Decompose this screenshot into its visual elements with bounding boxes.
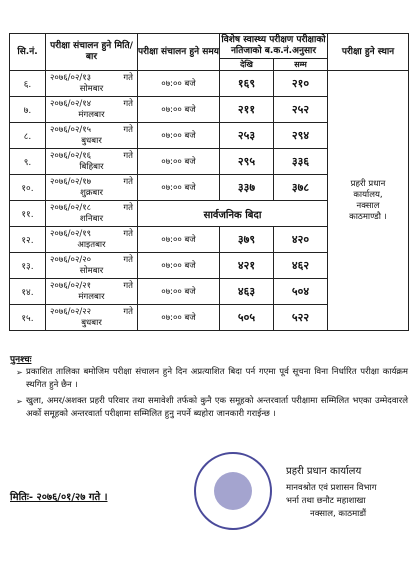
row-to: २१० <box>274 71 328 97</box>
row-date-gate: गते <box>123 176 133 187</box>
header-to: सम्म <box>274 59 328 71</box>
header-sn: सि.नं. <box>10 34 46 71</box>
row-time: ०७:०० बजे <box>138 123 220 149</box>
row-sn: १५. <box>10 305 46 331</box>
row-to: ३३६ <box>274 149 328 175</box>
row-date <box>46 227 138 253</box>
row-sn: ९. <box>10 149 46 175</box>
place-line: काठमाण्डौ । <box>349 211 387 222</box>
bullet-icon: ➢ <box>16 397 23 406</box>
row-to: २५२ <box>274 97 328 123</box>
row-date-value: २०७६/०२/२२ <box>50 306 92 317</box>
row-day: मंगलबार <box>78 291 105 302</box>
row-from: ४२१ <box>220 253 274 279</box>
row-date-gate: गते <box>123 124 133 135</box>
row-date-gate: गते <box>123 306 133 317</box>
place-line: नक्साल <box>356 200 380 211</box>
seal-emblem <box>214 472 252 510</box>
row-date <box>46 123 138 149</box>
row-day: शुक्रबार <box>80 187 103 198</box>
exam-place <box>328 71 409 331</box>
row-to: ४२० <box>274 227 328 253</box>
row-date <box>46 175 138 201</box>
issue-date: मितिः- २०७६/०१/२७ गते । <box>10 492 108 503</box>
row-date <box>46 149 138 175</box>
place-line: प्रहरी प्रधान <box>350 178 386 189</box>
row-date-value: २०७६/०२/१४ <box>50 98 92 109</box>
row-date-value: २०७६/०२/१५ <box>50 124 92 135</box>
row-date-gate: गते <box>123 98 133 109</box>
row-time: ०७:०० बजे <box>138 279 220 305</box>
row-from: २११ <box>220 97 274 123</box>
row-sn: १०. <box>10 175 46 201</box>
row-time: ०७:०० बजे <box>138 227 220 253</box>
schedule-table <box>9 33 409 331</box>
office-division: भर्ना तथा छनौट महाशाखा <box>286 496 366 506</box>
row-sn: ७. <box>10 97 46 123</box>
note-text: खुला, अमर/अशक्त प्रहरी परिवार तथा समावेशी तर्फको कुनै एक समूहको अन्तरवार्ता परीक्षामा सम्मिलित भएका उम्मेदवारले अर्को समूहको अन्तरवार्ता परीक्षामा सम्मिलित हुनु नपर्ने ब्यहोरा जानकारी गराईन्छ । <box>26 396 408 419</box>
row-from: ३७९ <box>220 227 274 253</box>
row-date-gate: गते <box>123 150 133 161</box>
row-sn: ११. <box>10 201 46 227</box>
row-time: ०७:०० बजे <box>138 149 220 175</box>
row-to: ५२२ <box>274 305 328 331</box>
row-time: ०७:०० बजे <box>138 305 220 331</box>
row-from: २९५ <box>220 149 274 175</box>
row-date <box>46 305 138 331</box>
row-sn: १२. <box>10 227 46 253</box>
header-date: परीक्षा संचालन हुने मिति/बार <box>46 34 138 71</box>
row-holiday: सार्वजनिक बिदा <box>138 201 328 227</box>
row-from: ५०५ <box>220 305 274 331</box>
row-from: २५३ <box>220 123 274 149</box>
row-to: ४६२ <box>274 253 328 279</box>
row-day: सोमबार <box>79 83 104 94</box>
row-date-gate: गते <box>123 228 133 239</box>
note-text: प्रकाशित तालिका बमोजिम परीक्षा संचालन हुने दिन अप्रत्याशित बिदा पर्न गएमा पूर्व सूचना विना निर्धारित परीक्षा कार्यक्रम स्थगित हुने छैन । <box>26 367 408 390</box>
row-sn: ८. <box>10 123 46 149</box>
row-date-value: २०७६/०२/१३ <box>50 72 92 83</box>
row-date <box>46 201 138 227</box>
row-date-value: २०७६/०२/२० <box>50 254 92 265</box>
row-date <box>46 253 138 279</box>
row-day: बिहिबार <box>79 161 104 172</box>
row-sn: १४. <box>10 279 46 305</box>
row-date <box>46 97 138 123</box>
row-to: ३७८ <box>274 175 328 201</box>
row-day: बुधबार <box>81 317 102 328</box>
office-address: नक्साल, काठमाडौं <box>310 509 367 519</box>
notes-heading: पुनश्चः <box>10 355 32 365</box>
header-place: परीक्षा हुने स्थान <box>328 34 409 71</box>
row-day: आइतबार <box>77 239 106 250</box>
row-date-value: २०७६/०२/१७ <box>50 176 92 187</box>
row-date <box>46 71 138 97</box>
header-from: देखि <box>220 59 274 71</box>
row-from: ३३७ <box>220 175 274 201</box>
row-date-value: २०७६/०२/१८ <box>50 202 92 213</box>
row-date-gate: गते <box>123 254 133 265</box>
row-from: १६९ <box>220 71 274 97</box>
row-date <box>46 279 138 305</box>
office-seal-icon <box>194 452 272 530</box>
row-day: बुधबार <box>81 135 102 146</box>
row-date-value: २०७६/०२/१६ <box>50 150 92 161</box>
row-day: शनिबार <box>79 213 104 224</box>
bullet-icon: ➢ <box>16 368 23 377</box>
row-date-gate: गते <box>123 280 133 291</box>
row-date-gate: गते <box>123 72 133 83</box>
office-department: मानवश्रोत एवं प्रशासन विभाग <box>286 483 377 493</box>
row-time: ०७:०० बजे <box>138 175 220 201</box>
header-roll: विशेष स्वास्थ्य परीक्षण परीक्षाको नतिजाको ब.क.नं.अनुसार <box>220 34 328 59</box>
row-to: ५०४ <box>274 279 328 305</box>
row-day: सोमबार <box>79 265 104 276</box>
row-sn: ६. <box>10 71 46 97</box>
row-date-value: २०७६/०२/१९ <box>50 228 92 239</box>
row-date-gate: गते <box>123 202 133 213</box>
office-name: प्रहरी प्रधान कार्यालय <box>286 466 362 477</box>
row-date-value: २०७६/०२/२१ <box>50 280 92 291</box>
place-line: कार्यालय, <box>353 189 383 200</box>
row-time: ०७:०० बजे <box>138 97 220 123</box>
note-item <box>16 395 408 421</box>
row-day: मंगलबार <box>78 109 105 120</box>
row-from: ४६३ <box>220 279 274 305</box>
table-row <box>10 71 409 97</box>
row-time: ०७:०० बजे <box>138 71 220 97</box>
row-sn: १३. <box>10 253 46 279</box>
note-item <box>16 366 408 392</box>
row-to: २९४ <box>274 123 328 149</box>
header-time: परीक्षा संचालन हुने समय <box>138 34 220 71</box>
row-time: ०७:०० बजे <box>138 253 220 279</box>
